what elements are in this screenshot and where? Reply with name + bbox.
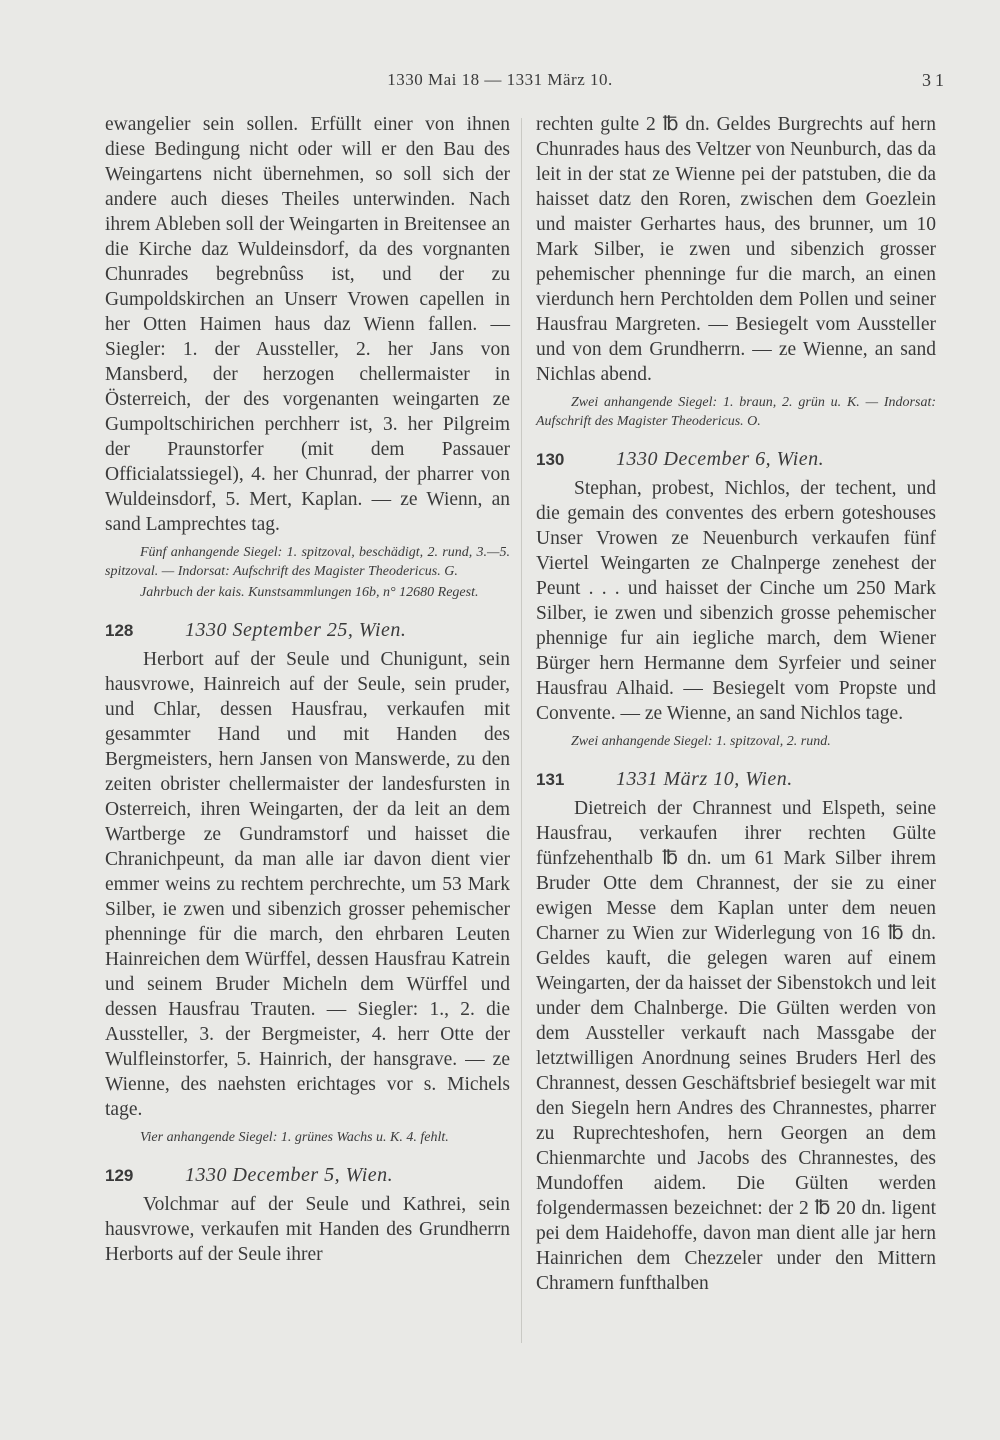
entry-number: 131: [536, 770, 565, 789]
entry-text: Dietreich der Chrannest und Elspeth, seine Hausfrau, verkaufen ihrer rechten Gülte fünfzehenthalb ℔ dn. um 61 Mark Silber ihrem Bruder Otte dem Chrannest, der sie zu einer ewigen Messe dem Kaplan unter dem neuen Charner zu Wien zur Widerlegung von 16 ℔ dn. Geldes kauft, die gelegen waren auf einem Weingarten, der da haisset der Sibenstokch und leit under dem Chalnberge. Die Gülten werden von dem Aussteller verkauft nach Massgabe der letztwilligen Anordnung seines Bruders Herl des Chrannest, dessen Geschäftsbrief besiegelt war mit den Siegeln hern Andres des Chrannestes, pharrer zu Ruprechteshofen, hern Georgen an dem Chienmarchte und Jacobs des Chrannestes, des Mundoffen aidem. Die Gülten werden folgendermassen bezeichnet: der 2 ℔ 20 dn. ligent pei dem Haidehoffe, davon man dient alle jar hern Hainrichen dem Chezzeler under den Mittern Chramern funfthalben: [536, 798, 936, 1294]
running-head: 1330 Mai 18 — 1331 März 10.: [387, 70, 613, 89]
entry-number: 130: [536, 450, 565, 469]
entry-heading: [105, 618, 510, 643]
seal-note: Vier anhangende Siegel: 1. grünes Wachs u. K. 4. fehlt.: [140, 1130, 449, 1145]
entry-date: 1330 December 5, Wien.: [185, 1164, 394, 1186]
entry-number: 129: [105, 1166, 134, 1185]
entry-date: 1330 September 25, Wien.: [185, 619, 407, 641]
entry-date: 1330 December 6, Wien.: [616, 448, 825, 470]
continuation-text: ewangelier sein sollen. Erfüllt einer von ihnen diese Bedingung nicht oder will er den Bau des Weingartens nicht übernehmen, so soll sich der andere auch dieses Theiles unterwinden. Nach ihrem Ableben soll der Weingarten in Breitensee an die Kirche daz Wuldeinsdorf, da des vorgnanten Chunrades begrebnûss ist, und der zu Gumpoldskirchen an Unserr Vrowen capellen in her Otten Haimen haus daz Wienn fallen. — Siegler: 1. der Aussteller, 2. her Jans von Mansberd, der herzogen chellermaister in Österreich, der des vorgenanten weingarten ze Gumpoltschirichen perchherr ist, 3. her Pilgreim der Praunstorfer (mit dem Passauer Officialatssiegel), 4. her Chunrad, der pharrer von Wuldeinsdorf, 5. Mert, Kaplan. — ze Wienn, an sand Lamprechtes tag.: [105, 114, 510, 535]
entry-text: Stephan, probest, Nichlos, der techent, und die gemain des conventes des erbern goteshouses Unser Vrowen ze Neuenburch verkaufen fünf Viertel Weingarten ze Chalnperge zenehest der Peunt . . . und haisset der Cinche um 250 Mark Silber, ie zwen und sibenzich grosse pehemischer phennige fur ain iegliche march, dem Wiener Bürger hern Hermanne dem Syrfeier und seiner Hausfrau Alhaid. — Besiegelt vom Propste und Convente. — ze Wienne, an sand Nichlos tage.: [536, 478, 936, 724]
entry-text: Herbort auf der Seule und Chunigunt, sein hausvrowe, Hainreich auf der Seule, sein pruder, und Chlar, dessen Hausfrau, verkaufen mit gesammter Hand und mit Handen des Bergmeisters, hern Jansen von Manswerde, zu den zeiten obrister chellermaister der landesfursten in Osterreich, ihren Weingarten, der da leit an dem Wartberge ze Gundramstorf und haisset die Chranichpeunt, da man alle iar davon dient vier emmer weins zu rechtem perchrechte, um 53 Mark Silber, ie zwen und sibenzich grosser pehemischer phenninge für die march, den ehrbaren Leuten Hainreichen dem Würffel, dessen Hausfrau Katrein und seinem Bruder Micheln dem Würffel und dessen Hausfrau Trauten. — Siegler: 1., 2. die Aussteller, 3. der Bergmeister, 4. herr Otte der Wulfleinstorfer, 5. Hainrich, der hansgrave. — ze Wienne, des naehsten erichtages vor s. Michels tage.: [105, 649, 510, 1120]
entry-number: 128: [105, 621, 134, 640]
right-column: [536, 112, 936, 1296]
column-divider: [521, 118, 522, 1343]
continuation-text: rechten gulte 2 ℔ dn. Geldes Burgrechts auf hern Chunrades haus des Veltzer von Neunburch, das da leit in der stat ze Wienne pei der patstuben, die da haisset datz den Roren, zwischen dem Goezlein und maister Gerhartes haus, des brunner, um 10 Mark Silber, ie zwen und sibenzich grosser pehemischer phenninge fur die march, an einen vierdunch hern Perchtolden dem Pollen und seiner Hausfrau Margreten. — Besiegelt vom Aussteller und von dem Grundherrn. — ze Wienne, an sand Nichlas abend.: [536, 114, 936, 385]
entry-heading: [536, 447, 936, 472]
seal-note: Fünf anhangende Siegel: 1. spitzoval, beschädigt, 2. rund, 3.—5. spitzoval. — Indorsat: Aufschrift des Magister Theodericus. G.: [105, 545, 510, 579]
left-column: [105, 112, 510, 1267]
seal-note: Zwei anhangende Siegel: 1. braun, 2. grün u. K. — Indorsat: Aufschrift des Magister Theodericus. O.: [536, 395, 936, 429]
reference-note: Jahrbuch der kais. Kunstsammlungen 16b, n° 12680 Regest.: [140, 585, 479, 600]
entry-date: 1331 März 10, Wien.: [616, 768, 793, 790]
page-number: 31: [922, 70, 948, 90]
entry-heading: [105, 1163, 510, 1188]
entry-text: Volchmar auf der Seule und Kathrei, sein hausvrowe, verkaufen mit Handen des Grundherrn Herborts auf der Seule ihrer: [105, 1194, 510, 1265]
entry-heading: [536, 767, 936, 792]
seal-note: Zwei anhangende Siegel: 1. spitzoval, 2. rund.: [571, 734, 831, 749]
